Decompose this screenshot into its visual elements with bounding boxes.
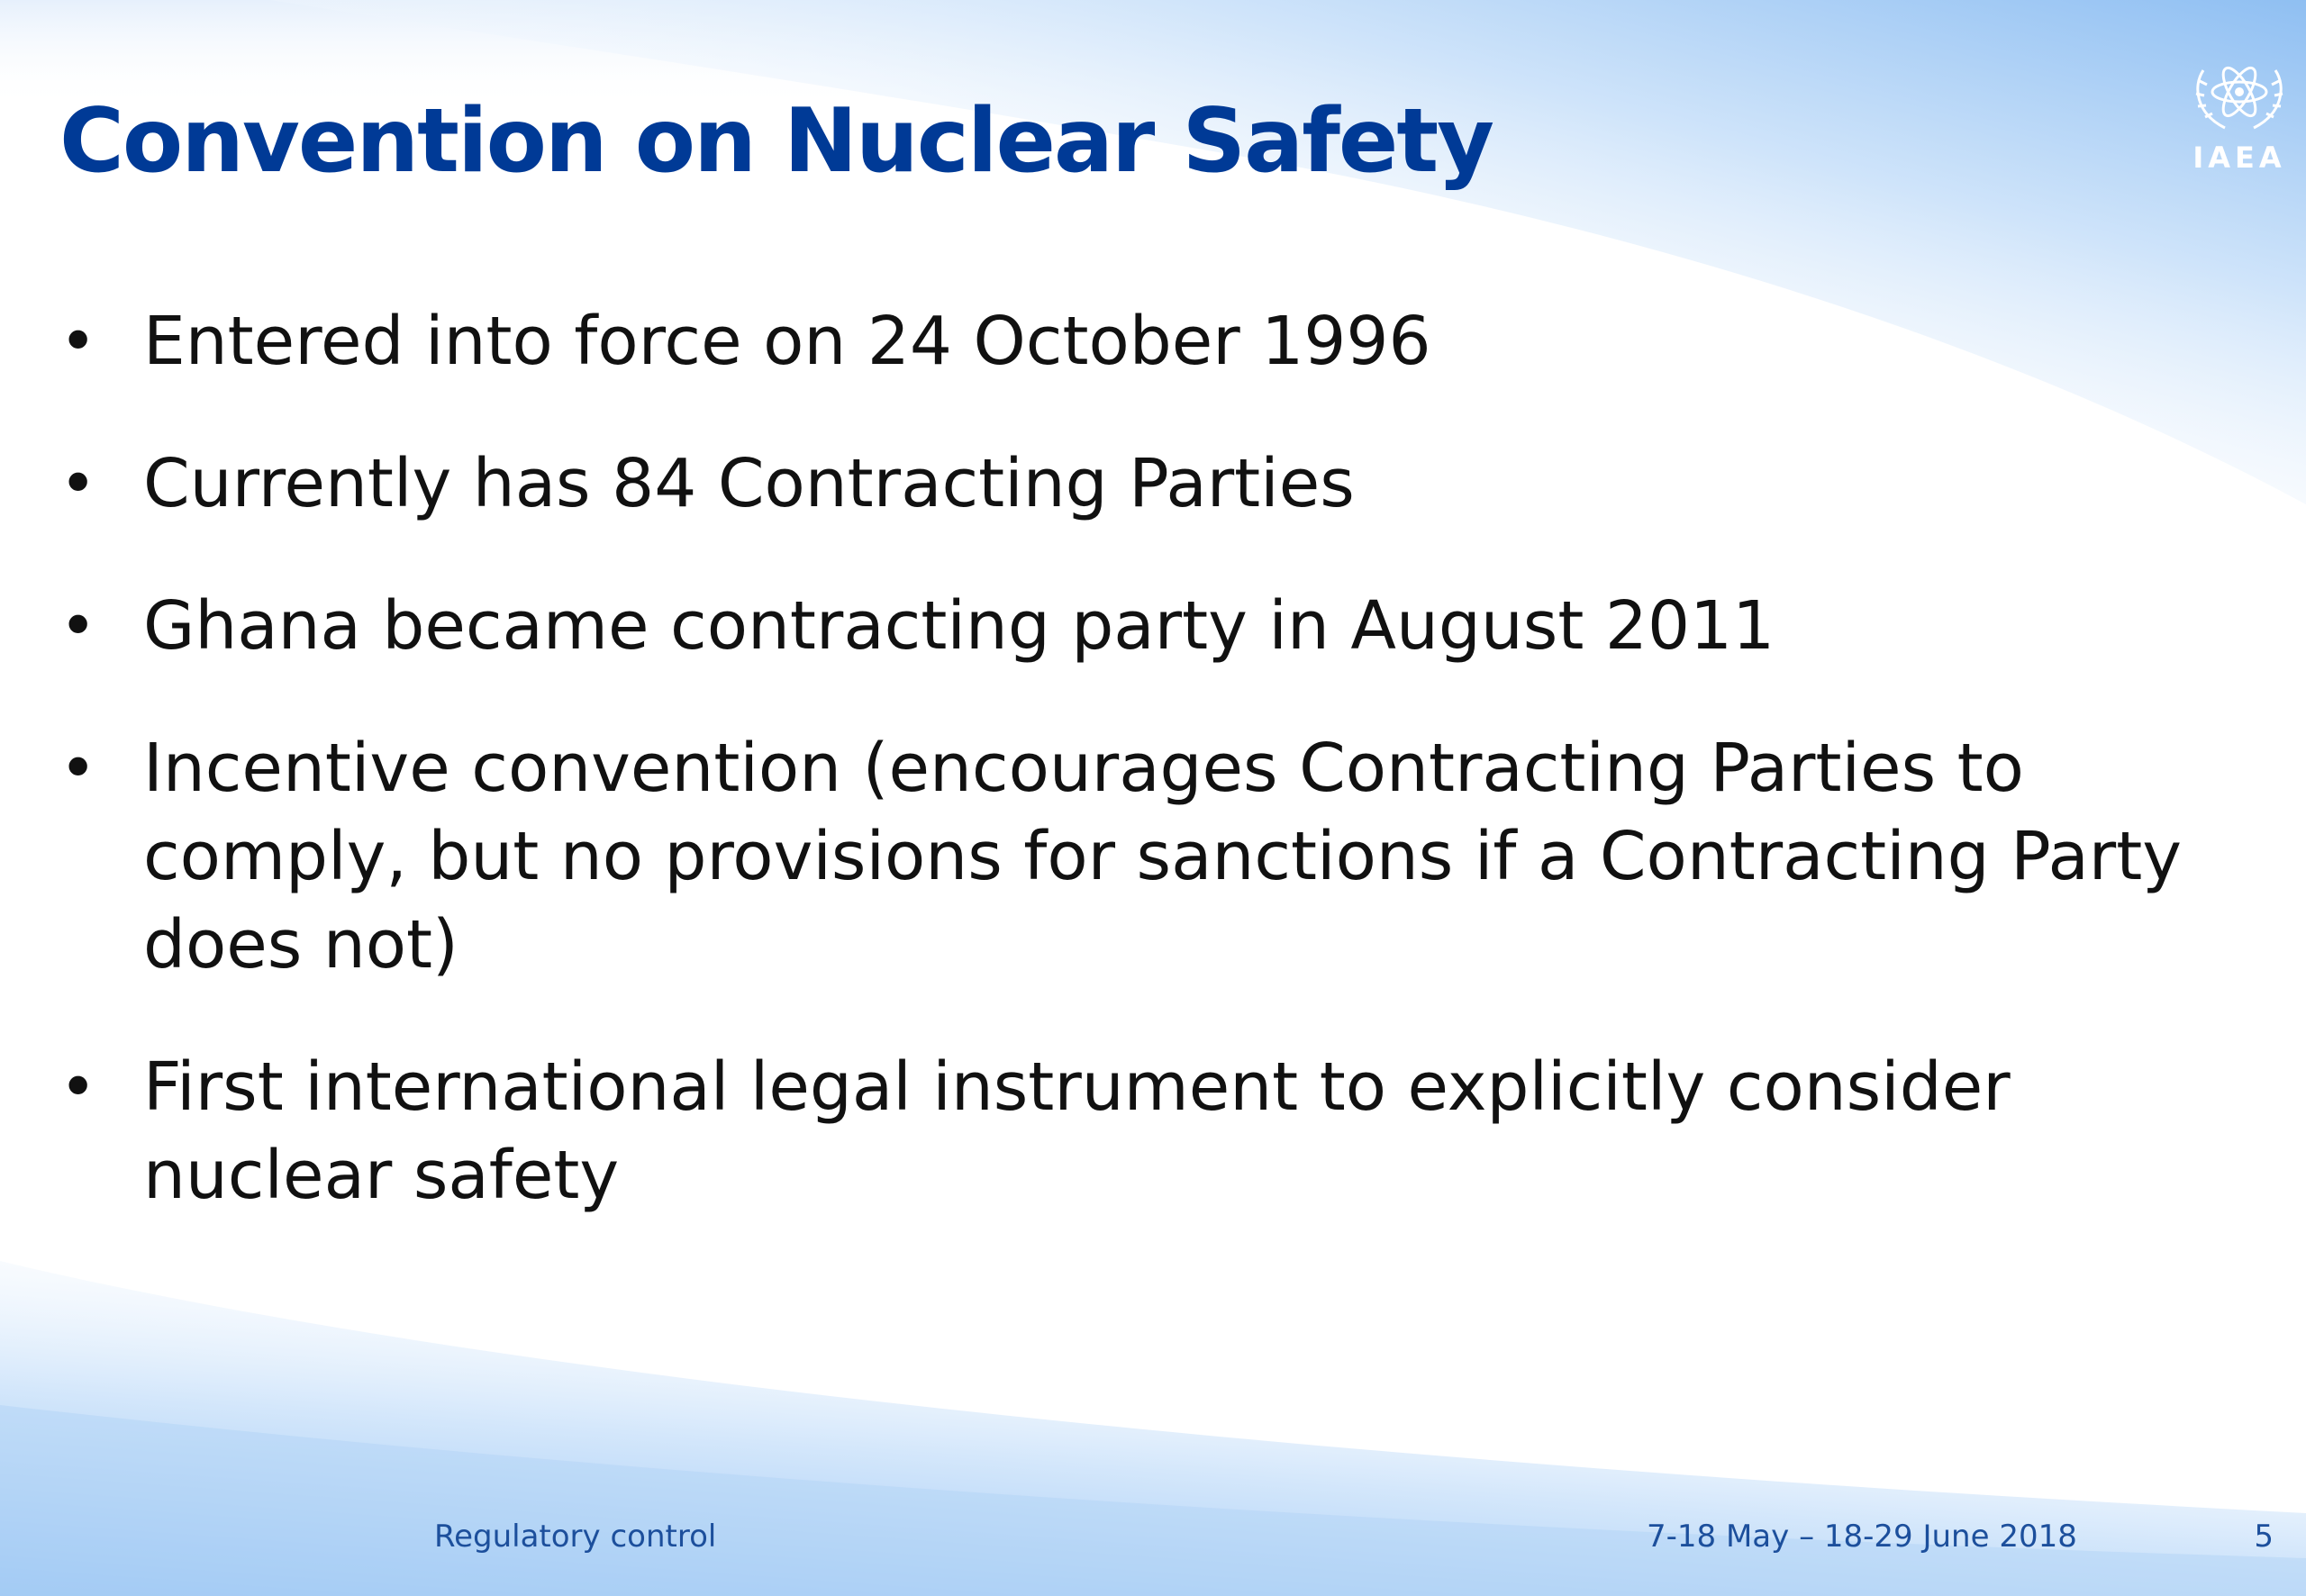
slide-title: Convention on Nuclear Safety — [59, 90, 1493, 193]
bullet-dot: • — [59, 731, 97, 805]
bullet-text: First international legal instrument to explicitly consider nuclear safety — [143, 1048, 2011, 1214]
bullet-text: Incentive convention (encourages Contracting Parties to comply, but no provisions for sanctions if a Contracting Party does not) — [143, 730, 2183, 984]
bullet-item — [59, 582, 2221, 670]
bullet-item — [59, 440, 2221, 528]
bullet-dot: • — [59, 1050, 97, 1124]
bullet-text: Currently has 84 Contracting Parties — [143, 445, 1355, 522]
footer-course-title: Regulatory control — [434, 1519, 717, 1555]
bullet-text: Ghana became contracting party in August 2011 — [143, 587, 1775, 665]
bullet-list — [59, 297, 2221, 1274]
bullet-item — [59, 297, 2221, 385]
footer-date: 7-18 May – 18-29 June 2018 — [1647, 1519, 2077, 1555]
bullet-text: Entered into force on 24 October 1996 — [143, 303, 1431, 380]
bullet-dot: • — [59, 447, 97, 521]
iaea-atom-laurel-icon — [2183, 50, 2295, 141]
bullet-item — [59, 724, 2221, 989]
bullet-item — [59, 1043, 2221, 1220]
logo-text: IAEA — [2193, 141, 2286, 175]
page-number: 5 — [2254, 1519, 2274, 1555]
bullet-dot: • — [59, 589, 97, 663]
bullet-dot: • — [59, 304, 97, 378]
iaea-logo — [2183, 50, 2295, 186]
